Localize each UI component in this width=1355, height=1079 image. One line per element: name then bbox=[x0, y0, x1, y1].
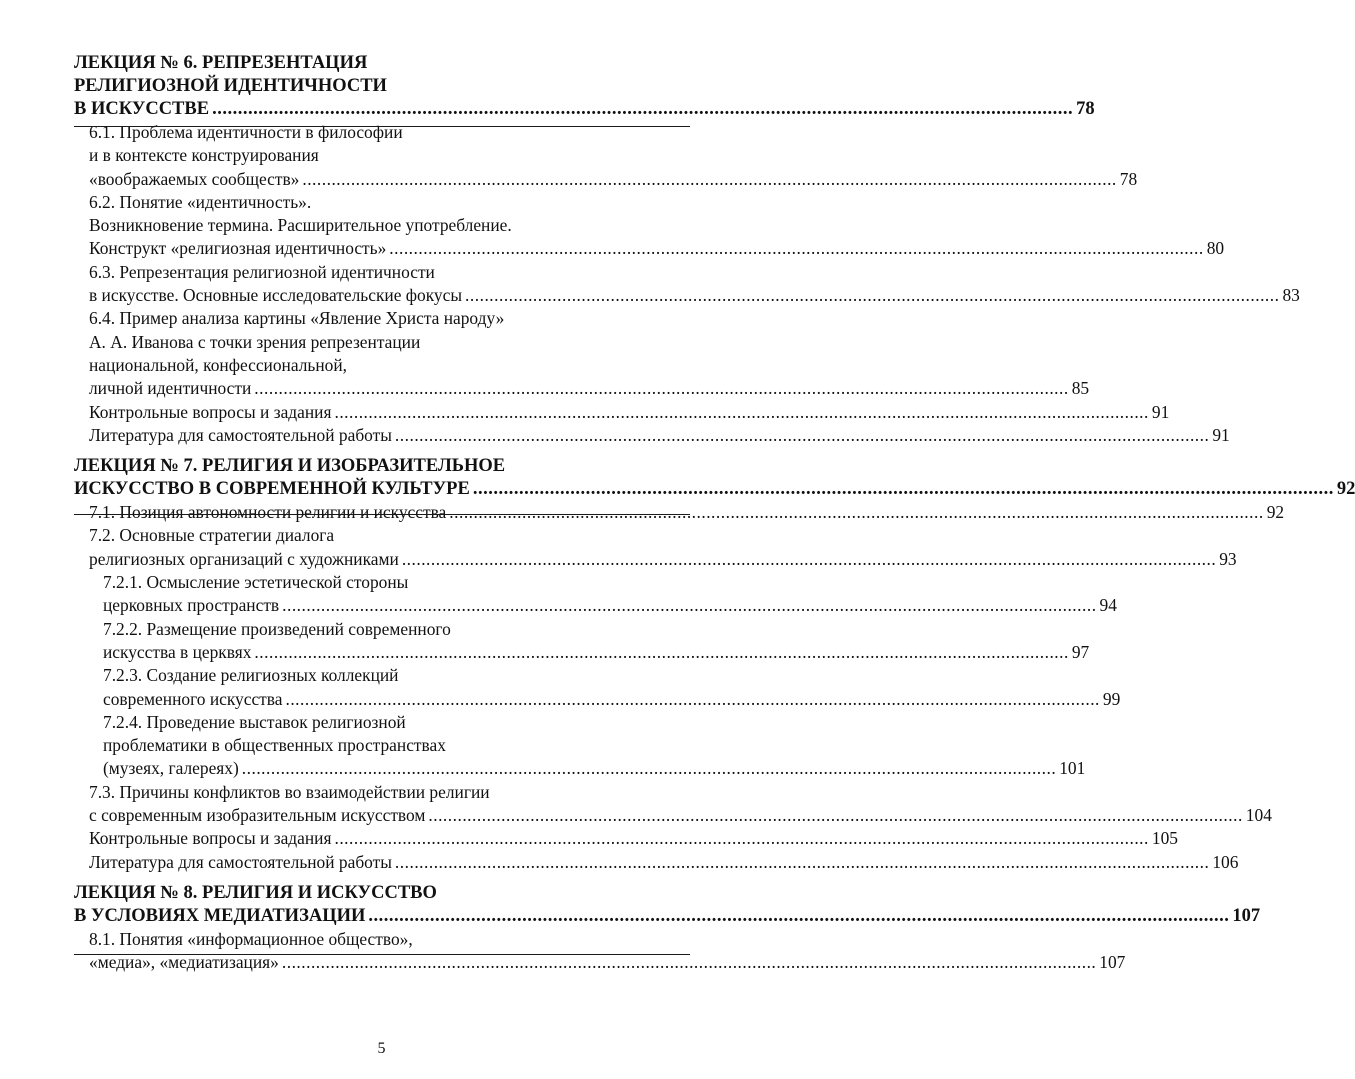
page-ref: 99 bbox=[1102, 688, 1121, 709]
entry-text-line: и в контексте конструирования bbox=[89, 145, 319, 166]
entry-text-last: (музеях, галереях) bbox=[103, 758, 239, 779]
toc-entry-6-questions[interactable] bbox=[0, 401, 1170, 424]
section-divider bbox=[74, 514, 690, 515]
entry-text-line: 6.2. Понятие «идентичность». bbox=[89, 191, 312, 212]
lecture-title-line: ЛЕКЦИЯ № 7. РЕЛИГИЯ И ИЗОБРАЗИТЕЛЬНОЕ bbox=[74, 456, 506, 477]
page-ref: 85 bbox=[1071, 378, 1090, 399]
entry-text-line: национальной, конфессиональной, bbox=[89, 354, 347, 375]
page-ref: 91 bbox=[1151, 401, 1170, 422]
page-ref: 93 bbox=[1219, 548, 1237, 569]
dot-leader: ........................................................................................................................................................................ bbox=[449, 502, 1264, 523]
dot-leader: ........................................................................................................................................................................ bbox=[368, 905, 1230, 926]
entry-text-line: 6.3. Репрезентация религиозной идентичности bbox=[89, 261, 435, 282]
toc-entry-7-questions[interactable] bbox=[0, 827, 1178, 850]
lecture-title-last: ИСКУССТВО В СОВРЕМЕННОЙ КУЛЬТУРЕ bbox=[74, 479, 470, 500]
dot-leader: ........................................................................................................................................................................ bbox=[334, 401, 1149, 422]
lecture-title-line: ЛЕКЦИЯ № 8. РЕЛИГИЯ И ИСКУССТВО bbox=[74, 882, 437, 903]
dot-leader: ........................................................................................................................................................................ bbox=[389, 238, 1204, 259]
section-divider bbox=[74, 126, 690, 127]
toc-entry-6-1[interactable] bbox=[0, 121, 1138, 191]
page-ref: 107 bbox=[1232, 905, 1261, 926]
dot-leader: ........................................................................................................................................................................ bbox=[401, 548, 1217, 569]
entry-text-line: 6.4. Пример анализа картины «Явление Христа народу» bbox=[89, 308, 505, 329]
entry-text-line: 7.2.1. Осмысление эстетической стороны bbox=[103, 572, 409, 593]
entry-text-last: «медиа», «медиатизация» bbox=[89, 952, 279, 973]
toc-entry-8-1[interactable] bbox=[0, 928, 1126, 975]
entry-text-last: Литература для самостоятельной работы bbox=[89, 424, 392, 445]
entry-text-last: 7.1. Позиция автономности религии и искусства bbox=[89, 502, 447, 523]
page-ref: 80 bbox=[1206, 238, 1225, 259]
page-ref: 92 bbox=[1266, 502, 1285, 523]
toc-entry-7-2-3[interactable] bbox=[0, 664, 1121, 711]
toc-entry-7-2-1[interactable] bbox=[0, 571, 1117, 618]
dot-leader: ........................................................................................................................................................................ bbox=[302, 168, 1117, 189]
entry-text-line: Возникновение термина. Расширительное употребление. bbox=[89, 215, 512, 236]
lecture-6-heading[interactable] bbox=[0, 52, 1095, 121]
entry-text-last: современного искусства bbox=[103, 688, 283, 709]
page-ref: 106 bbox=[1212, 851, 1239, 872]
toc-entry-6-4[interactable] bbox=[0, 307, 1090, 400]
entry-text-last: Литература для самостоятельной работы bbox=[89, 851, 392, 872]
dot-leader: ........................................................................................................................................................................ bbox=[472, 479, 1334, 500]
dot-leader: ........................................................................................................................................................................ bbox=[281, 952, 1097, 973]
entry-text-line: 7.2. Основные стратегии диалога bbox=[89, 525, 335, 546]
page-ref: 97 bbox=[1071, 641, 1090, 662]
dot-leader: ........................................................................................................................................................................ bbox=[282, 595, 1097, 616]
entry-text-last: «воображаемых сообществ» bbox=[89, 168, 300, 189]
page-ref: 94 bbox=[1099, 595, 1117, 616]
toc-entry-7-2-4[interactable] bbox=[0, 711, 1086, 781]
toc-entry-7-2[interactable] bbox=[0, 524, 1237, 571]
lecture-8-heading[interactable] bbox=[0, 882, 1261, 928]
entry-text-last: в искусстве. Основные исследовательские фокусы bbox=[89, 285, 463, 306]
entry-text-line: 7.2.3. Создание религиозных коллекций bbox=[103, 665, 399, 686]
entry-text-last: религиозных организаций с художниками bbox=[89, 548, 399, 569]
dot-leader: ........................................................................................................................................................................ bbox=[334, 828, 1149, 849]
dot-leader: ........................................................................................................................................................................ bbox=[285, 688, 1100, 709]
entry-text-last: личной идентичности bbox=[89, 378, 252, 399]
page-ref: 78 bbox=[1119, 168, 1138, 189]
dot-leader: ........................................................................................................................................................................ bbox=[394, 851, 1210, 872]
dot-leader: ........................................................................................................................................................................ bbox=[254, 378, 1069, 399]
entry-text-line: 7.3. Причины конфликтов во взаимодействии религии bbox=[89, 781, 490, 802]
lecture-title-line: ЛЕКЦИЯ № 6. РЕПРЕЗЕНТАЦИЯ bbox=[74, 53, 368, 73]
entry-text-line: 7.2.2. Размещение произведений современного bbox=[103, 618, 451, 639]
dot-leader: ........................................................................................................................................................................ bbox=[428, 805, 1243, 826]
dot-leader: ........................................................................................................................................................................ bbox=[254, 641, 1069, 662]
entry-text-line: проблематики в общественных пространствах bbox=[103, 735, 446, 756]
toc-entry-6-literature[interactable] bbox=[0, 424, 1230, 447]
toc-entry-6-2[interactable] bbox=[0, 191, 1225, 261]
entry-text-line: А. А. Иванова с точки зрения репрезентации bbox=[89, 331, 421, 352]
section-divider bbox=[74, 954, 690, 955]
dot-leader: ........................................................................................................................................................................ bbox=[394, 424, 1210, 445]
toc-entry-6-3[interactable] bbox=[0, 261, 1300, 308]
page-ref: 92 bbox=[1336, 479, 1355, 500]
entry-text-last: Контрольные вопросы и задания bbox=[89, 828, 332, 849]
lecture-title-last: В ИСКУССТВЕ bbox=[74, 99, 210, 119]
page-ref: 78 bbox=[1076, 99, 1095, 119]
lecture-title-line: РЕЛИГИОЗНОЙ ИДЕНТИЧНОСТИ bbox=[74, 76, 387, 96]
toc-entry-7-literature[interactable] bbox=[0, 851, 1239, 874]
toc-entry-7-2-2[interactable] bbox=[0, 618, 1090, 665]
page-ref: 83 bbox=[1282, 285, 1300, 306]
lecture-title-last: В УСЛОВИЯХ МЕДИАТИЗАЦИИ bbox=[74, 905, 366, 926]
page-ref: 91 bbox=[1212, 424, 1230, 445]
entry-text-last: с современным изобразительным искусством bbox=[89, 805, 426, 826]
page-ref: 107 bbox=[1099, 952, 1126, 973]
page-ref: 105 bbox=[1151, 828, 1178, 849]
toc-entry-7-3[interactable] bbox=[0, 781, 1272, 828]
dot-leader: ........................................................................................................................................................................ bbox=[241, 758, 1057, 779]
page-ref: 104 bbox=[1245, 805, 1272, 826]
lecture-7-heading[interactable] bbox=[0, 455, 1355, 501]
entry-text-line: 7.2.4. Проведение выставок религиозной bbox=[103, 711, 406, 732]
entry-text-last: Конструкт «религиозная идентичность» bbox=[89, 238, 387, 259]
dot-leader: ........................................................................................................................................................................ bbox=[465, 285, 1280, 306]
page-number: 5 bbox=[377, 1040, 386, 1057]
entry-text-last: искусства в церквях bbox=[103, 641, 252, 662]
entry-text-line: 8.1. Понятия «информационное общество», bbox=[89, 928, 413, 949]
entry-text-last: Контрольные вопросы и задания bbox=[89, 401, 332, 422]
page-ref: 101 bbox=[1059, 758, 1086, 779]
toc-entry-7-1[interactable] bbox=[0, 501, 1285, 524]
entry-text-last: церковных пространств bbox=[103, 595, 280, 616]
dot-leader: ........................................................................................................................................................................ bbox=[212, 99, 1074, 119]
entry-text-line: 6.1. Проблема идентичности в философии bbox=[89, 122, 403, 142]
